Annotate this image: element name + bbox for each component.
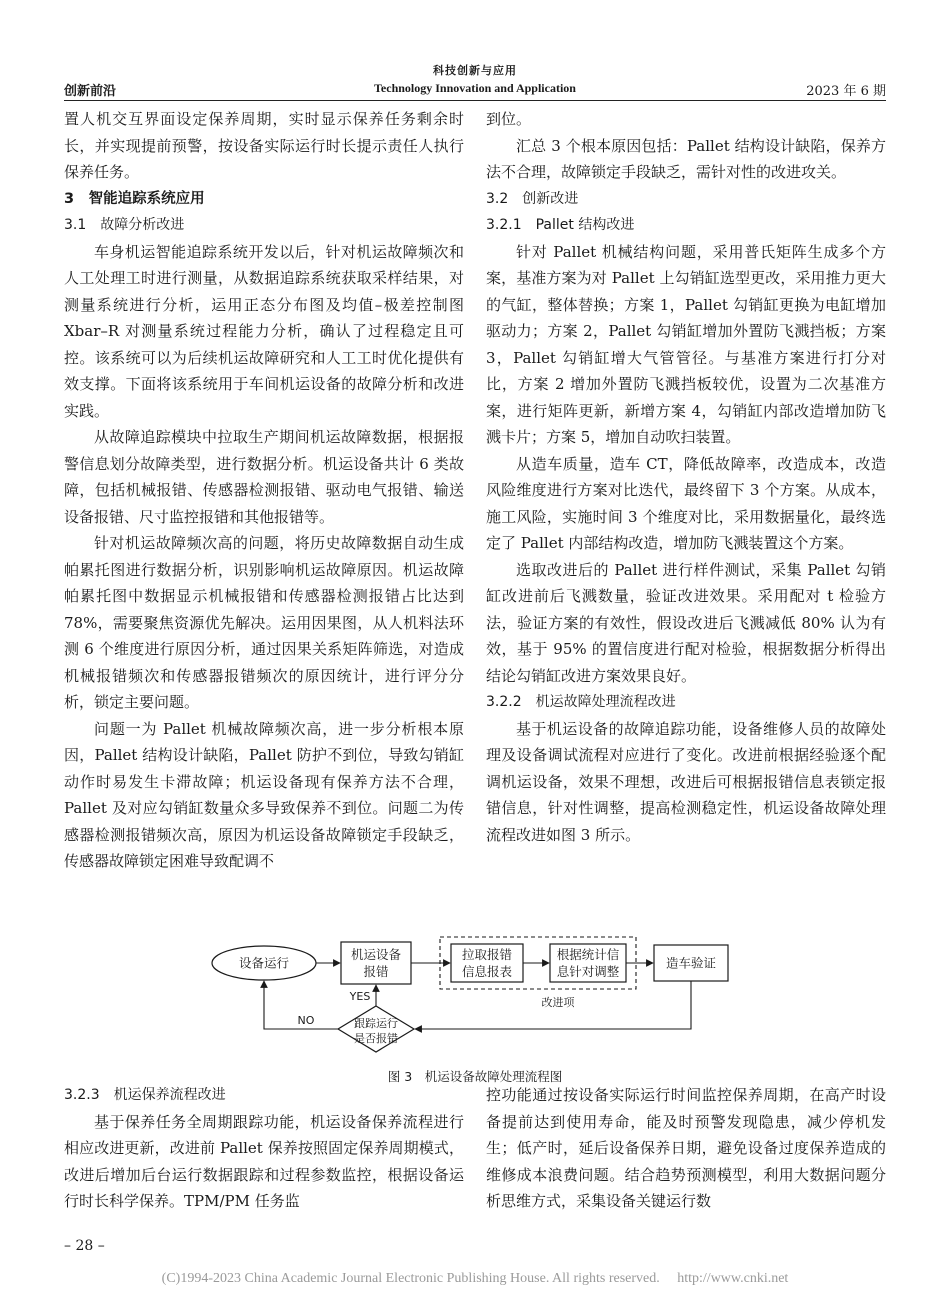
- paragraph: 汇总 3 个根本原因包括：Pallet 结构设计缺陷，保养方法不合理，故障锁定手段缺乏，需针对性的改进攻关。: [486, 136, 886, 181]
- header-rule: [64, 100, 886, 101]
- label-no: NO: [297, 1014, 315, 1027]
- paragraph: 针对 Pallet 机械结构问题，采用普氏矩阵生成多个方案，基准方案为对 Pallet 上勾销缸选型更改，采用推力更大的气缸，整体替换；方案 1，Pallet 勾销缸更换为电缸增加驱动力；方案 2，Pallet 勾销缸增加外置防飞溅挡板；方案 3，Pallet 勾销缸增大气管管径。与基准方案进行打分对比，方案 2 增加外置防飞溅挡板较优，设置为二次基准方案，进行矩阵更新，新增方案 4，勾销缸内部改造增加防飞溅卡片；方案 5，增加自动吹扫装置。: [486, 242, 886, 446]
- flowchart-figure: [200, 933, 760, 1085]
- subsection-heading-3-2-1: 3.2.1 Pallet 结构改进: [486, 217, 635, 233]
- left-column-bottom: [64, 1082, 464, 1215]
- subsection-heading-3-1: 3.1 故障分析改进: [64, 217, 185, 233]
- node-pull-report-label-2: 信息报表: [461, 964, 513, 979]
- paragraph: 车身机运智能追踪系统开发以后，针对机运故障频次和人工处理工时进行测量，从数据追踪系统获取采样结果，对测量系统进行分析，运用正态分布图及均值–极差控制图 Xbar–R 对测量系统过程能力分析，确认了过程稳定且可控。该系统可以为后续机运故障研究和人工工时优化提供有效支撑。下面将该系统用于车间机运设备的故障分析和改进实践。: [64, 242, 464, 420]
- paragraph: 从故障追踪模块中拉取生产期间机运故障数据，根据报警信息划分故障类型，进行数据分析。机运设备共计 6 类故障，包括机械报错、传感器检测报错、驱动电气报错、输送设备报错、尺寸监控报错和其他报错等。: [64, 428, 464, 526]
- paragraph-continuation: 控功能通过按设备实际运行时间监控保养周期，在高产时设备提前达到使用寿命，能及时预警发现隐患，减少停机发生；低产时，延后设备保养日期，避免设备过度保养造成的维修成本浪费问题。结合趋势预测模型，利用大数据问题分析思维方式，采集设备关键运行数: [486, 1086, 886, 1210]
- section-label: 创新前沿: [64, 84, 117, 99]
- flowchart-svg: [200, 933, 760, 1058]
- subsection-heading-3-2-3: 3.2.3 机运保养流程改进: [64, 1087, 226, 1103]
- paragraph-continuation: 到位。: [486, 110, 532, 128]
- issue-label: 2023 年 6 期: [806, 84, 886, 99]
- label-improvement-item: 改进项: [541, 996, 575, 1009]
- copyright-notice: (C)1994-2023 China Academic Journal Electronic Publishing House. All rights reserved. http://www.cnki.net: [161, 1271, 789, 1286]
- page-number: – 28 –: [64, 1238, 105, 1254]
- subsection-heading-3-2: 3.2 创新改进: [486, 190, 579, 207]
- paragraph: 基于机运设备的故障追踪功能，设备维修人员的故障处理及设备调试流程对应进行了变化。改进前根据经验逐个配调机运设备，效果不理想，改进后可根据报错信息表锁定报错信息，针对性调整，提高检测稳定性，机运设备故障处理流程改进如图 3 所示。: [486, 719, 886, 844]
- journal-title-cn: 科技创新与应用: [433, 64, 517, 77]
- paragraph: 选取改进后的 Pallet 进行样件测试，采集 Pallet 勾销缸改进前后飞溅数量，验证改进效果。采用配对 t 检验方法，验证方案的有效性，假设改进后飞溅减低 80% 认为有效，基于 95% 的置信度进行配对检验，根据数据分析得出结论勾销缸改进方案效果良好。: [486, 560, 886, 685]
- right-column-top: [486, 106, 886, 848]
- node-equipment-running-label: 设备运行: [238, 955, 290, 971]
- node-decision-label-2: 是否报错: [354, 1032, 398, 1045]
- node-pull-report-label-1: 拉取报错: [461, 947, 513, 962]
- node-build-verify-label: 造车验证: [665, 955, 717, 971]
- right-column-bottom: [486, 1082, 886, 1215]
- journal-title-en: Technology Innovation and Application: [374, 81, 576, 95]
- node-targeted-adjust-label-1: 根据统计信: [556, 947, 620, 962]
- label-yes: YES: [349, 990, 371, 1003]
- figure-caption: 图 3 机运设备故障处理流程图: [387, 1069, 563, 1084]
- node-equipment-error-label-1: 机运设备: [350, 947, 402, 962]
- node-targeted-adjust-label-2: 息针对调整: [556, 964, 620, 979]
- left-column-top: [64, 106, 464, 875]
- paragraph: 基于保养任务全周期跟踪功能，机运设备保养流程进行相应改进更新，改进前 Pallet 保养按照固定保养周期模式，改进后增加后台运行数据跟踪和过程参数监控，根据设备运行时长科学保养。TPM/PM 任务监: [64, 1112, 464, 1210]
- paragraph: 针对机运故障频次高的问题，将历史故障数据自动生成帕累托图进行数据分析，识别影响机运故障原因。机运故障帕累托图中数据显示机械报错和传感器检测报错占比达到 78%，需要聚焦资源优先解决。运用因果图，从人机料法环测 6 个维度进行原因分析，通过因果关系矩阵筛选，对造成机械报错频次和传感器报错频次的原因统计，进行评分分析，锁定主要问题。: [64, 534, 464, 711]
- section-heading-3: 3 智能追踪系统应用: [64, 190, 205, 207]
- node-decision-label-1: 跟踪运行: [354, 1017, 398, 1030]
- paragraph-continuation: 置人机交互界面设定保养周期，实时显示保养任务剩余时长，并实现提前预警，按设备实际运行时长提示责任人执行保养任务。: [64, 110, 464, 181]
- paragraph: 从造车质量，造车 CT，降低故障率，改造成本，改造风险维度进行方案对比迭代，最终留下 3 个方案。从成本，施工风险，实施时间 3 个维度对比，采用数据量化，最终选定了 Pallet 内部结构改造，增加防飞溅装置这个方案。: [486, 454, 886, 552]
- node-equipment-error-label-2: 报错: [363, 964, 389, 979]
- paragraph: 问题一为 Pallet 机械故障频次高，进一步分析根本原因，Pallet 结构设计缺陷，Pallet 防护不到位，导致勾销缸动作时易发生卡滞故障；机运设备现有保养方法不合理，Pallet 及对应勾销缸数量众多导致保养不到位。问题二为传感器检测报错频次高，原因为机运设备故障锁定手段缺乏，传感器故障锁定困难导致配调不: [64, 719, 464, 870]
- subsection-heading-3-2-2: 3.2.2 机运故障处理流程改进: [486, 694, 676, 710]
